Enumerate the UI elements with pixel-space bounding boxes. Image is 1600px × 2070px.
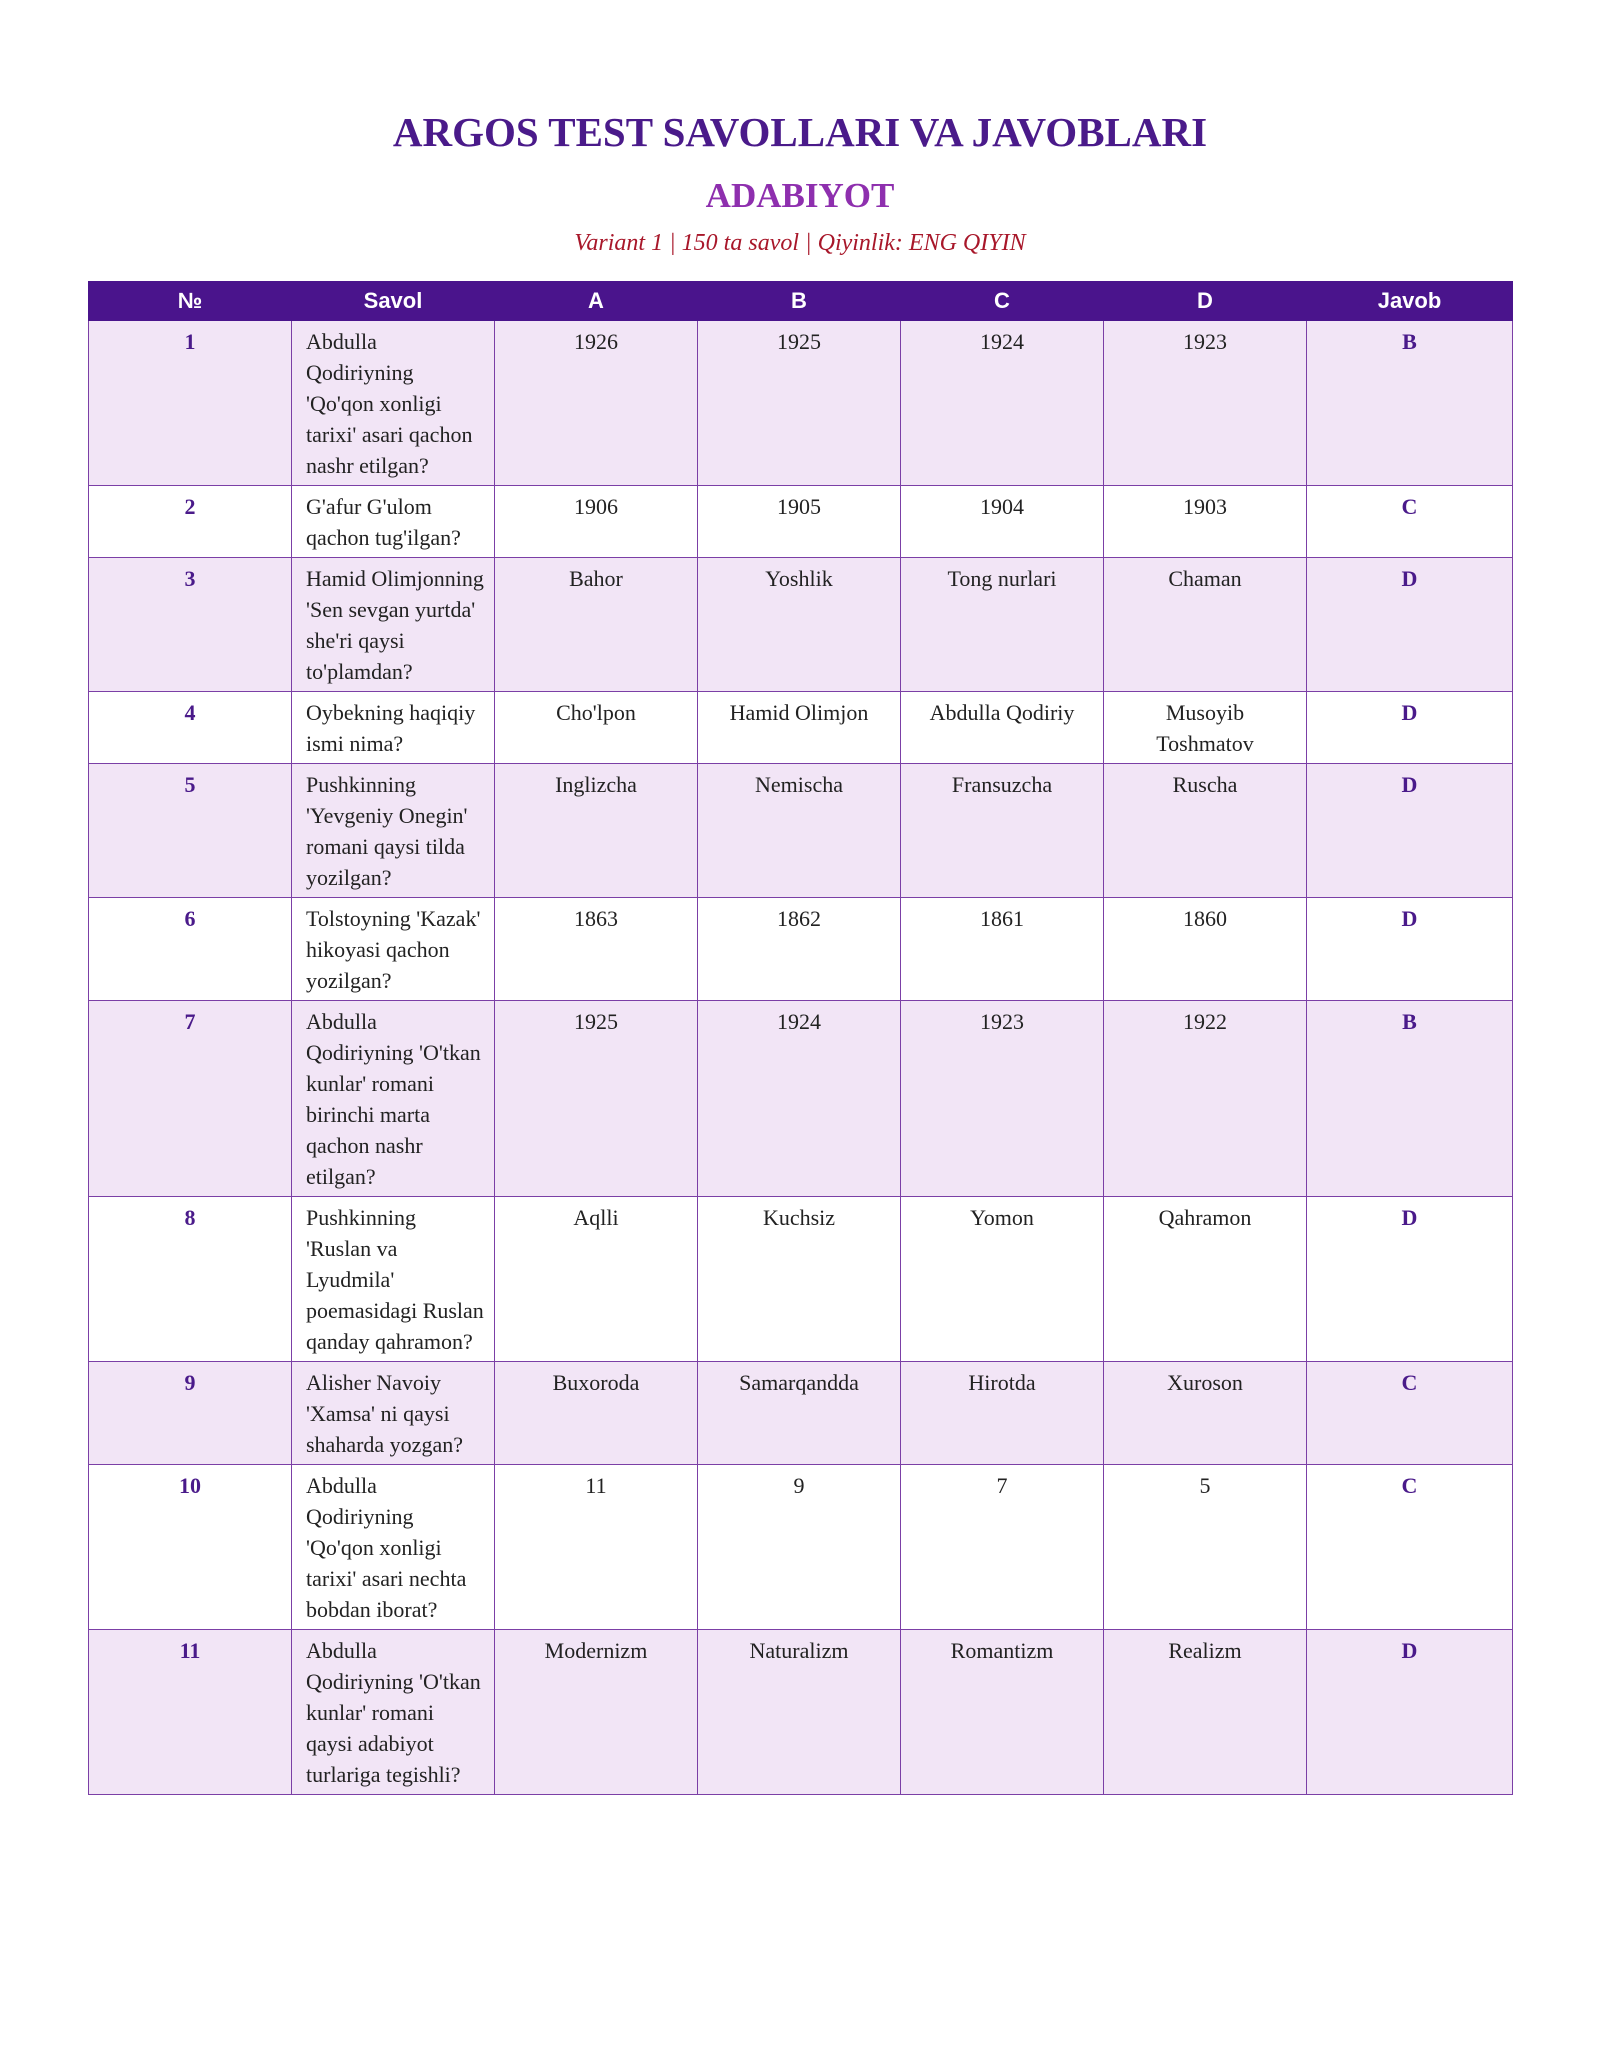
question-number: 7 [89, 1001, 292, 1197]
correct-answer: C [1307, 1465, 1513, 1630]
question-text: Abdulla Qodiriyning 'O'tkan kunlar' romani birinchi marta qachon nashr etilgan? [292, 1001, 495, 1197]
option-c: 1923 [901, 1001, 1104, 1197]
option-a: Aqlli [495, 1197, 698, 1362]
option-d: Xuroson [1104, 1362, 1307, 1465]
column-header-a: A [495, 282, 698, 321]
correct-answer: D [1307, 898, 1513, 1001]
option-d: Qahramon [1104, 1197, 1307, 1362]
question-text: Oybekning haqiqiy ismi nima? [292, 692, 495, 764]
question-number: 8 [89, 1197, 292, 1362]
question-text: Pushkinning 'Ruslan va Lyudmila' poemasidagi Ruslan qanday qahramon? [292, 1197, 495, 1362]
table-row [89, 321, 1513, 486]
option-b: Nemischa [698, 764, 901, 898]
option-c: Fransuzcha [901, 764, 1104, 898]
table-header-row [89, 282, 1513, 321]
option-d: 1923 [1104, 321, 1307, 486]
subject-subtitle: ADABIYOT [705, 176, 895, 215]
option-d: 1903 [1104, 486, 1307, 558]
correct-answer: D [1307, 764, 1513, 898]
question-number: 2 [89, 486, 292, 558]
option-d: Realizm [1104, 1630, 1307, 1795]
option-a: 1906 [495, 486, 698, 558]
option-c: 1924 [901, 321, 1104, 486]
table-row [89, 1197, 1513, 1362]
option-a: 1863 [495, 898, 698, 1001]
question-number: 4 [89, 692, 292, 764]
option-c: Romantizm [901, 1630, 1104, 1795]
table-row [89, 1362, 1513, 1465]
correct-answer: B [1307, 321, 1513, 486]
option-b: 1925 [698, 321, 901, 486]
table-row [89, 764, 1513, 898]
option-a: 11 [495, 1465, 698, 1630]
table-row [89, 558, 1513, 692]
questions-table [88, 281, 1513, 1795]
option-d: 5 [1104, 1465, 1307, 1630]
option-d: 1860 [1104, 898, 1307, 1001]
correct-answer: C [1307, 486, 1513, 558]
variant-info: Variant 1 | 150 ta savol | Qiyinlik: ENG QIYIN [574, 230, 1026, 256]
table-row [89, 692, 1513, 764]
option-c: 1861 [901, 898, 1104, 1001]
correct-answer: D [1307, 558, 1513, 692]
option-b: Hamid Olimjon [698, 692, 901, 764]
table-body [89, 321, 1513, 1795]
question-text: Alisher Navoiy 'Xamsa' ni qaysi shaharda yozgan? [292, 1362, 495, 1465]
column-header-b: B [698, 282, 901, 321]
column-header-answer: Javob [1307, 282, 1513, 321]
column-header-number: № [89, 282, 292, 321]
question-text: Pushkinning 'Yevgeniy Onegin' romani qaysi tilda yozilgan? [292, 764, 495, 898]
question-number: 11 [89, 1630, 292, 1795]
option-a: Bahor [495, 558, 698, 692]
question-number: 1 [89, 321, 292, 486]
option-d: Chaman [1104, 558, 1307, 692]
table-row [89, 1630, 1513, 1795]
option-b: 1862 [698, 898, 901, 1001]
document-title: ARGOS TEST SAVOLLARI VA JAVOBLARI [392, 109, 1208, 155]
question-text: Abdulla Qodiriyning 'O'tkan kunlar' romani qaysi adabiyot turlariga tegishli? [292, 1630, 495, 1795]
option-b: Naturalizm [698, 1630, 901, 1795]
question-number: 3 [89, 558, 292, 692]
question-text: Abdulla Qodiriyning 'Qo'qon xonligi tarixi' asari nechta bobdan iborat? [292, 1465, 495, 1630]
question-number: 5 [89, 764, 292, 898]
option-a: 1926 [495, 321, 698, 486]
question-number: 6 [89, 898, 292, 1001]
option-a: Modernizm [495, 1630, 698, 1795]
option-c: Abdulla Qodiriy [901, 692, 1104, 764]
option-c: 7 [901, 1465, 1104, 1630]
option-c: 1904 [901, 486, 1104, 558]
table-row [89, 1465, 1513, 1630]
correct-answer: C [1307, 1362, 1513, 1465]
question-text: Tolstoyning 'Kazak' hikoyasi qachon yozilgan? [292, 898, 495, 1001]
correct-answer: D [1307, 692, 1513, 764]
column-header-question: Savol [292, 282, 495, 321]
correct-answer: D [1307, 1197, 1513, 1362]
question-text: G'afur G'ulom qachon tug'ilgan? [292, 486, 495, 558]
option-b: 9 [698, 1465, 901, 1630]
column-header-d: D [1104, 282, 1307, 321]
option-a: Inglizcha [495, 764, 698, 898]
option-d: Ruscha [1104, 764, 1307, 898]
option-b: 1905 [698, 486, 901, 558]
question-number: 10 [89, 1465, 292, 1630]
table-row [89, 898, 1513, 1001]
question-number: 9 [89, 1362, 292, 1465]
option-b: Samarqandda [698, 1362, 901, 1465]
option-a: Buxoroda [495, 1362, 698, 1465]
column-header-c: C [901, 282, 1104, 321]
option-d: Musoyib Toshmatov [1104, 692, 1307, 764]
option-a: Cho'lpon [495, 692, 698, 764]
option-c: Tong nurlari [901, 558, 1104, 692]
option-d: 1922 [1104, 1001, 1307, 1197]
correct-answer: B [1307, 1001, 1513, 1197]
table-row [89, 1001, 1513, 1197]
question-text: Hamid Olimjonning 'Sen sevgan yurtda' she'ri qaysi to'plamdan? [292, 558, 495, 692]
option-c: Hirotda [901, 1362, 1104, 1465]
option-a: 1925 [495, 1001, 698, 1197]
table-row [89, 486, 1513, 558]
option-b: Kuchsiz [698, 1197, 901, 1362]
correct-answer: D [1307, 1630, 1513, 1795]
question-text: Abdulla Qodiriyning 'Qo'qon xonligi tarixi' asari qachon nashr etilgan? [292, 321, 495, 486]
option-b: Yoshlik [698, 558, 901, 692]
option-c: Yomon [901, 1197, 1104, 1362]
option-b: 1924 [698, 1001, 901, 1197]
